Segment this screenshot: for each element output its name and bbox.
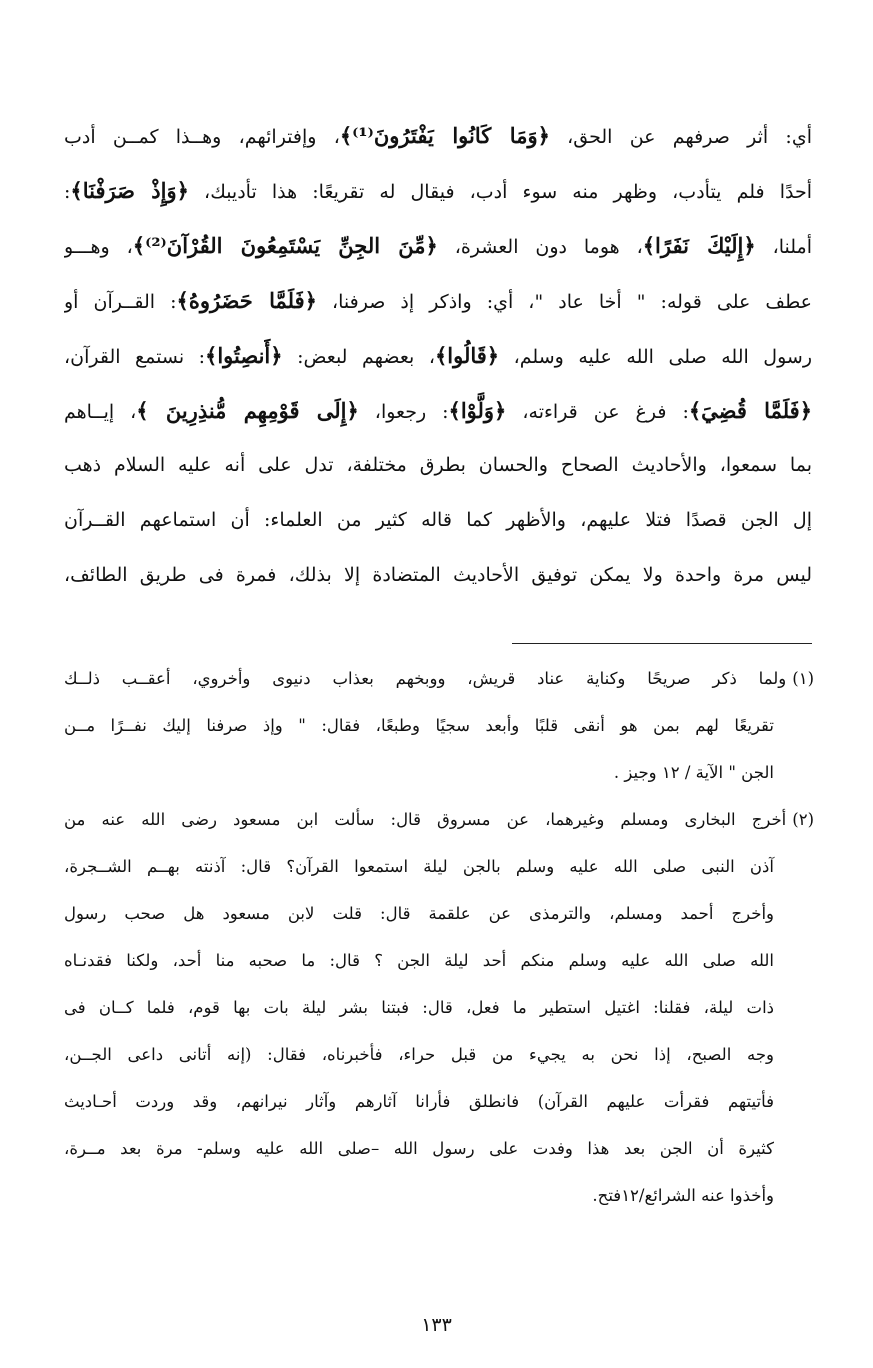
footnote-line: الله صلى الله عليه وسلم منكم أحد ليلة الجن ؟ قال: ما صحبه منا أحد، ولكنا فقدنـاه — [64, 951, 774, 970]
footnote-number: (٢) — [792, 810, 814, 829]
body-line: أي: أثر صرفهم عن الحق، ﴿وَمَا كَانُوا يَفْتَرُونَ⁽¹⁾﴾، وإفترائهم، وهــذا كمــن أدب — [64, 123, 812, 148]
body-line: إل الجن قصدًا فتلا عليهم، والأظهر كما قاله كثير من العلماء: أن استماعهم القــرآن — [64, 509, 812, 531]
footnote-line — [64, 796, 814, 843]
footnote-line: ذات ليلة، فقلنا: اغتيل استطير ما فعل، قال: فبتنا بشر ليلة بات بها قوم، فلما كــان فى — [64, 998, 774, 1017]
quran-verse: ﴿وَمَا كَانُوا يَفْتَرُونَ⁽¹⁾﴾ — [339, 123, 550, 148]
quran-verse: ﴿إِلَيْكَ نَفَرًا﴾ — [642, 233, 756, 258]
footnote-line: كثيرة أن الجن بعد هذا وفدت على رسول الله –صلى الله عليه وسلم- مرة بعد مــرة، — [64, 1139, 774, 1158]
quran-verse: ﴿فَلَمَّا قُضِيَ﴾ — [688, 398, 812, 423]
quran-verse: ﴿وَلَّوْا﴾ — [448, 398, 507, 423]
footnotes-section — [64, 655, 814, 1219]
footnote-line: وأخرج أحمد ومسلم، والترمذى عن علقمة قال: قلت لابن مسعود هل صحب رسول — [64, 904, 774, 923]
quran-verse: ﴿قَالُوا﴾ — [434, 343, 500, 368]
footnote-line: وأخذوا عنه الشرائع/١٢فتح. — [592, 1186, 774, 1205]
footnote-line: آذن النبى صلى الله عليه وسلم بالجن ليلة استمعوا القرآن؟ قال: آذنته بهــم الشــجرة، — [64, 857, 774, 876]
quran-verse: ﴿أَنصِتُوا﴾ — [205, 343, 283, 368]
body-line: عطف على قوله: " أخا عاد "، أي: واذكر إذ صرفنا، ﴿فَلَمَّا حَضَرُوهُ﴾: القــرآن أو — [64, 288, 812, 313]
body-line: ليس مرة واحدة ولا يمكن توفيق الأحاديث المتضادة إلا بذلك، فمرة فى طريق الطائف، — [64, 564, 812, 586]
footnote-line: وجه الصبح، إذا نحن به يجيء من قبل حراء، فأخبرناه، فقال: (إنه أتانى داعى الجــن، — [64, 1045, 774, 1064]
footnote-line: الجن " الآية / ١٢ وجيز . — [613, 763, 774, 782]
page-number: ١٣٣ — [421, 1314, 452, 1336]
footnote-line — [64, 655, 814, 702]
body-line: بما سمعوا، والأحاديث الصحاح والحسان بطرق مختلفة، تدل على أنه عليه السلام ذهب — [64, 454, 812, 476]
body-line: أملنا، ﴿إِلَيْكَ نَفَرًا﴾، هوما دون العشرة، ﴿مِّنَ الجِنِّ يَسْتَمِعُونَ القُرْآنَ⁽²⁾﴾، وهـــو — [64, 233, 812, 258]
footnote-line: تقريعًا لهم بمن هو أنقى قلبًا وأبعد سجيًا وطبعًا، فقال: " وإذ صرفنا إليك نفــرًا مــن — [64, 716, 774, 735]
footnote-text: ولما ذكر صريحًا وكناية عناد قريش، ووبخهم بعذاب دنيوى وأخروي، أعقــب ذلــك — [64, 669, 787, 688]
footnote-2 — [64, 796, 814, 1219]
body-line: أحدًا فلم يتأدب، وظهر منه سوء أدب، فيقال له تقريعًا: هذا تأديبك، ﴿وَإِذْ صَرَفْنَا﴾: — [64, 178, 812, 203]
body-line: ﴿فَلَمَّا قُضِيَ﴾: فرغ عن قراءته، ﴿وَلَّوْا﴾: رجعوا، ﴿إِلَى قَوْمِهِم مُّنذِرِينَ ﴾، إيــاهم — [64, 398, 812, 423]
quran-verse: ﴿وَإِذْ صَرَفْنَا﴾ — [70, 178, 189, 203]
main-body-text — [64, 108, 812, 603]
quran-verse: ﴿إِلَى قَوْمِهِم مُّنذِرِينَ ﴾ — [136, 398, 359, 423]
footnote-text: أخرج البخارى ومسلم وغيرهما، عن مسروق قال: سألت ابن مسعود رضى الله عنه من — [64, 810, 787, 829]
quran-verse: ﴿مِّنَ الجِنِّ يَسْتَمِعُونَ القُرْآنَ⁽²⁾﴾ — [132, 233, 438, 258]
quran-verse: ﴿فَلَمَّا حَضَرُوهُ﴾ — [176, 288, 317, 313]
footnote-number: (١) — [792, 669, 814, 688]
body-line: رسول الله صلى الله عليه وسلم، ﴿قَالُوا﴾، بعضهم لبعض: ﴿أَنصِتُوا﴾: نستمع القرآن، — [64, 343, 812, 368]
footnote-1 — [64, 655, 814, 796]
footnote-divider — [512, 643, 812, 644]
footnote-line: فأتيتهم فقرأت عليهم القرآن) فانطلق فأرانا آثارهم وآثار نيرانهم، وقد وردت أحـاديث — [64, 1092, 774, 1111]
